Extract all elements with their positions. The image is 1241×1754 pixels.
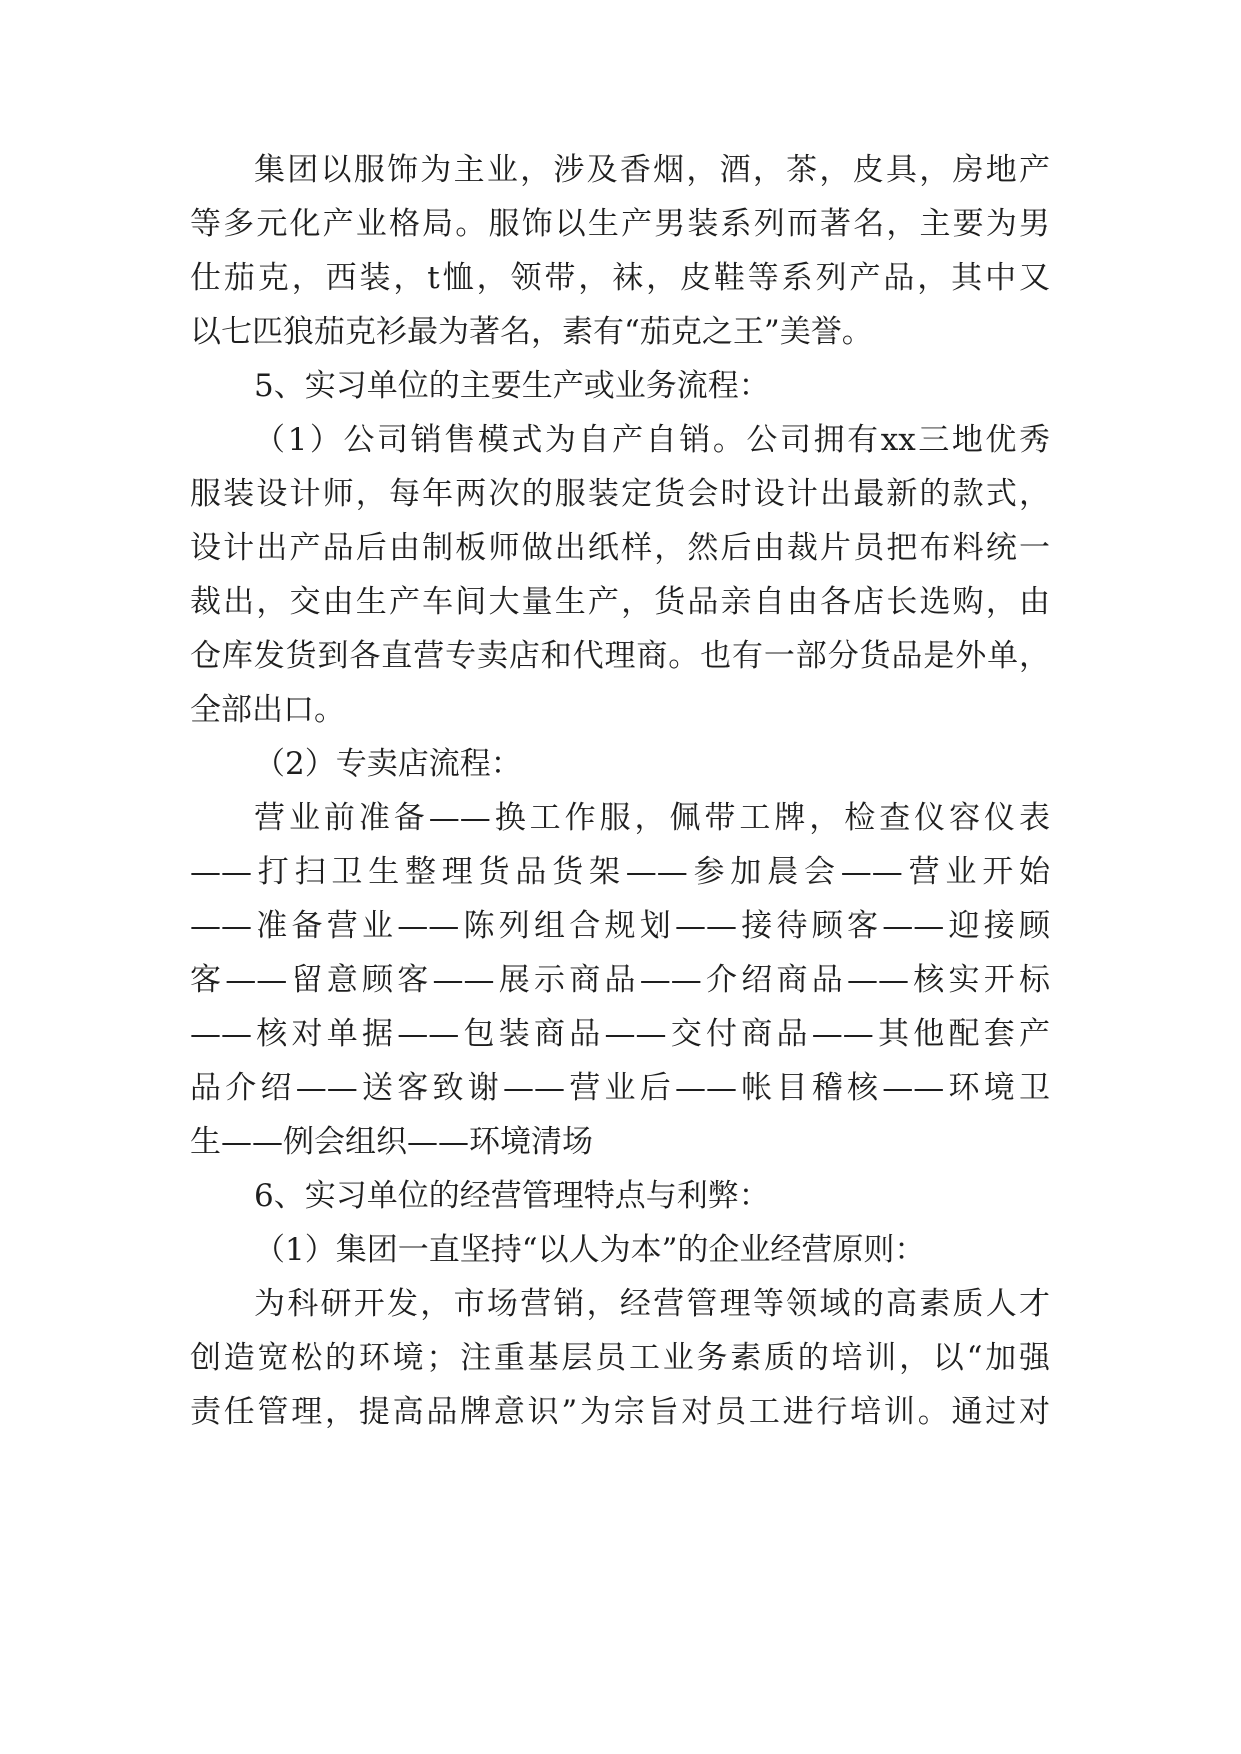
subsection-heading: （2）专卖店流程：	[254, 746, 522, 782]
paragraph-line: 品介绍——送客致谢——营业后——帐目稽核——环境卫	[190, 1070, 1050, 1106]
paragraph-line: 设计出产品后由制板师做出纸样，然后由裁片员把布料统一	[190, 530, 1050, 566]
paragraph-line: 仓库发货到各直营专卖店和代理商。也有一部分货品是外单，	[190, 638, 1050, 674]
paragraph-line: ——打扫卫生整理货品货架——参加晨会——营业开始	[190, 854, 1050, 890]
paragraph-line: 为科研开发，市场营销，经营管理等领域的高素质人才	[254, 1286, 1050, 1322]
paragraph-line: ——核对单据——包装商品——交付商品——其他配套产	[190, 1016, 1050, 1052]
paragraph-line: 裁出，交由生产车间大量生产，货品亲自由各店长选购，由	[190, 584, 1050, 620]
paragraph-line: ——准备营业——陈列组合规划——接待顾客——迎接顾	[190, 908, 1050, 944]
paragraph-line: 等多元化产业格局。服饰以生产男装系列而著名，主要为男	[190, 206, 1050, 242]
paragraph-line: 客——留意顾客——展示商品——介绍商品——核实开标	[190, 962, 1050, 998]
section-heading: 5、实习单位的主要生产或业务流程：	[254, 368, 770, 404]
paragraph-line: 生——例会组织——环境清场	[190, 1124, 593, 1160]
paragraph-line: 创造宽松的环境；注重基层员工业务素质的培训，以“加强	[190, 1340, 1050, 1376]
paragraph-line: 服装设计师，每年两次的服装定货会时设计出最新的款式，	[190, 476, 1050, 512]
paragraph-line: 责任管理，提高品牌意识”为宗旨对员工进行培训。通过对	[190, 1394, 1050, 1430]
section-heading: 6、实习单位的经营管理特点与利弊：	[254, 1178, 770, 1214]
paragraph-line: 集团以服饰为主业，涉及香烟，酒，茶，皮具，房地产	[254, 152, 1050, 188]
paragraph-line: 营业前准备——换工作服，佩带工牌，检查仪容仪表	[254, 800, 1050, 836]
paragraph-line: （1）公司销售模式为自产自销。公司拥有xx三地优秀	[254, 422, 1050, 458]
paragraph-line: 仕茄克，西装，t恤，领带，袜，皮鞋等系列产品，其中又	[190, 260, 1050, 296]
subsection-heading: （1）集团一直坚持“以人为本”的企业经营原则：	[254, 1232, 926, 1268]
paragraph-line: 以七匹狼茄克衫最为著名，素有“茄克之王”美誉。	[190, 314, 873, 350]
paragraph-line: 全部出口。	[190, 692, 345, 728]
